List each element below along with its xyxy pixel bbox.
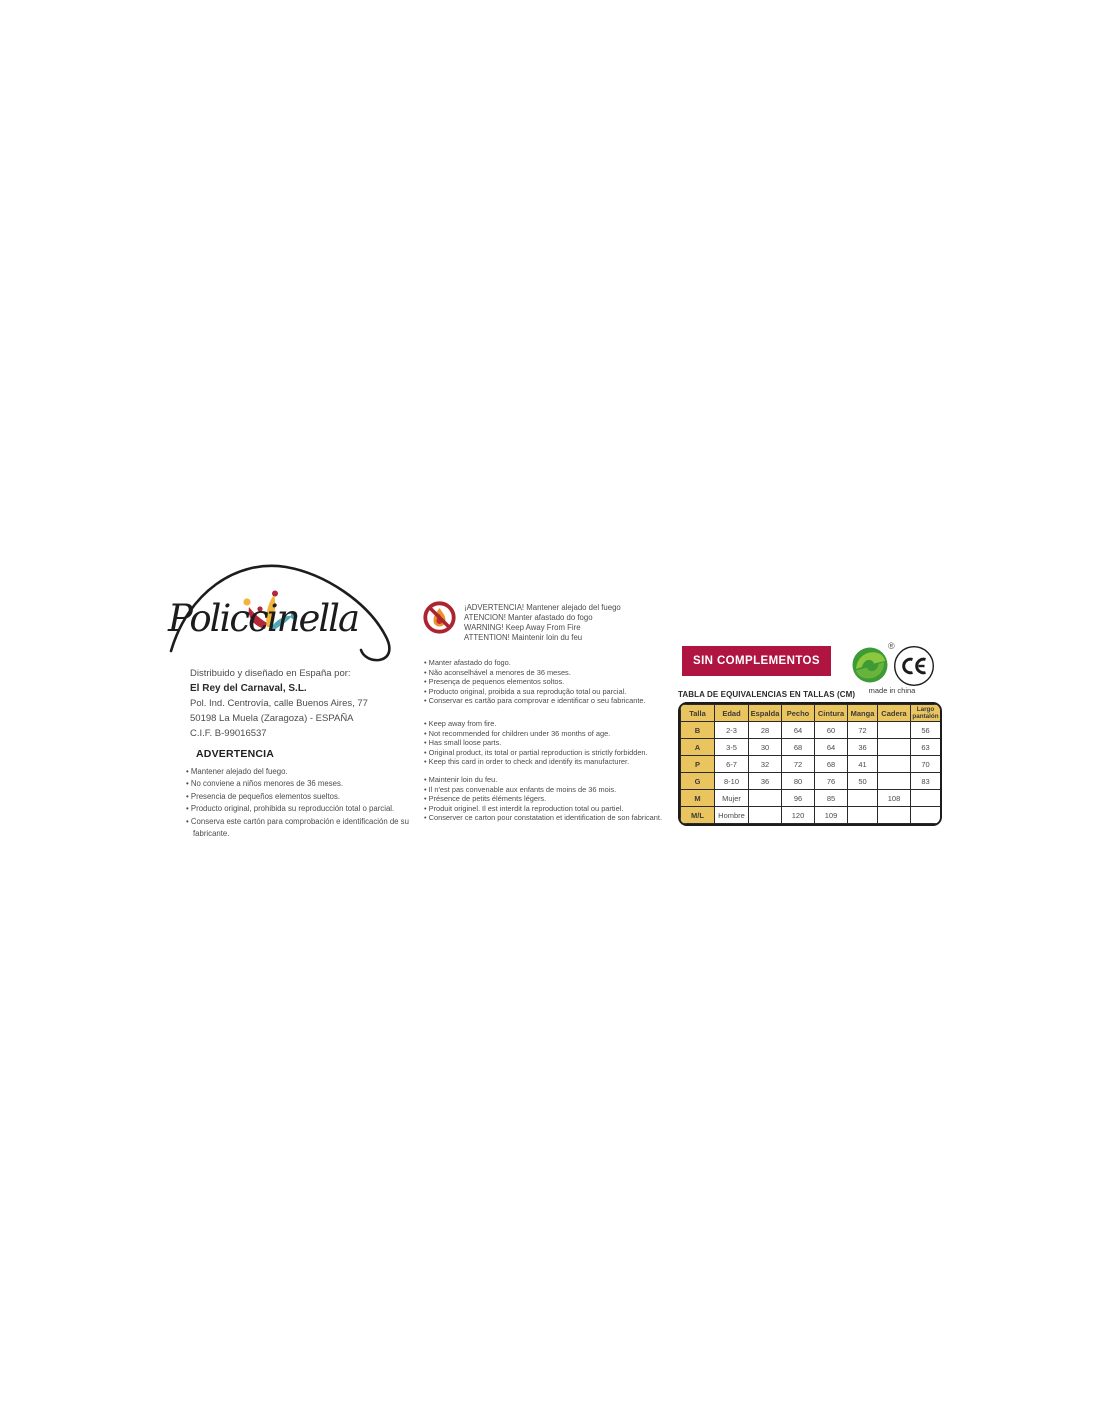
value-cell — [878, 739, 911, 756]
warnings-french — [424, 775, 662, 823]
warning-item-es: • Conserva este cartón para comprobación e identificación de su fabricante. — [186, 816, 418, 841]
value-cell — [749, 807, 782, 824]
value-cell: Hombre — [715, 807, 749, 824]
size-table — [678, 702, 942, 826]
size-table-header-row — [681, 705, 941, 722]
warning-item-pt: • Presença de pequenos elementos soltos. — [424, 677, 662, 687]
size-cell: G — [681, 773, 715, 790]
value-cell: 64 — [815, 739, 848, 756]
table-row — [681, 739, 941, 756]
distributor-intro: Distribuido y diseñado en España por: — [190, 668, 351, 679]
warning-item-fr: • Il n'est pas convenable aux enfants de moins de 36 mois. — [424, 785, 662, 795]
warning-item-es: • Mantener alejado del fuego. — [186, 766, 418, 778]
size-cell: B — [681, 722, 715, 739]
value-cell: 50 — [848, 773, 878, 790]
value-cell — [848, 790, 878, 807]
warning-item-en: • Original product, its total or partial reproduction is strictly forbidden. — [424, 748, 662, 758]
warning-item-fr: • Produit originel. Il est interdit la reproduction total ou partiel. — [424, 804, 662, 814]
column-header: Espalda — [749, 705, 782, 722]
column-header: Manga — [848, 705, 878, 722]
value-cell: 3-5 — [715, 739, 749, 756]
value-cell: 36 — [848, 739, 878, 756]
column-header: Pecho — [782, 705, 815, 722]
warning-item-pt: • Manter afastado do fogo. — [424, 658, 662, 668]
fire-warning-line: WARNING! Keep Away From Fire — [464, 622, 581, 632]
value-cell: 68 — [815, 756, 848, 773]
value-cell: 70 — [911, 756, 941, 773]
fire-warning-line: ATTENTION! Maintenir loin du feu — [464, 632, 583, 642]
value-cell: 60 — [815, 722, 848, 739]
warning-item-en: • Not recommended for children under 36 months of age. — [424, 729, 662, 739]
value-cell: 96 — [782, 790, 815, 807]
value-cell — [848, 807, 878, 824]
column-header: Cadera — [878, 705, 911, 722]
value-cell: 85 — [815, 790, 848, 807]
value-cell: 63 — [911, 739, 941, 756]
brand-name: Policcinella — [168, 597, 359, 640]
warning-item-fr: • Maintenir loin du feu. — [424, 775, 662, 785]
value-cell: 120 — [782, 807, 815, 824]
table-row — [681, 722, 941, 739]
distributor-info — [190, 666, 420, 741]
fire-warning-line: ATENCION! Manter afastado do fogo — [464, 612, 593, 622]
value-cell — [878, 773, 911, 790]
no-open-flame-icon — [423, 601, 456, 634]
value-cell: 72 — [848, 722, 878, 739]
ce-mark-icon — [893, 645, 935, 687]
value-cell: 76 — [815, 773, 848, 790]
table-row — [681, 790, 941, 807]
value-cell: 109 — [815, 807, 848, 824]
value-cell: Mujer — [715, 790, 749, 807]
company-name: El Rey del Carnaval, S.L. — [190, 683, 307, 694]
value-cell — [749, 790, 782, 807]
value-cell: 108 — [878, 790, 911, 807]
value-cell: 32 — [749, 756, 782, 773]
registered-trademark-symbol: ® — [888, 641, 895, 651]
warnings-english — [424, 719, 662, 767]
warning-item-pt: • Producto original, proibida a sua reprodução total ou parcial. — [424, 687, 662, 697]
value-cell — [911, 790, 941, 807]
fire-warning-lines — [464, 603, 664, 643]
size-table-body — [681, 722, 941, 824]
warning-item-es: • Producto original, prohibida su reproducción total o parcial. — [186, 803, 418, 815]
warnings-portuguese — [424, 658, 662, 706]
column-header: Edad — [715, 705, 749, 722]
value-cell: 36 — [749, 773, 782, 790]
warning-item-en: • Keep this card in order to check and identify its manufacturer. — [424, 757, 662, 767]
value-cell: 72 — [782, 756, 815, 773]
value-cell — [878, 756, 911, 773]
value-cell: 30 — [749, 739, 782, 756]
value-cell: 56 — [911, 722, 941, 739]
banner-label: SIN COMPLEMENTOS — [693, 655, 820, 667]
warning-item-fr: • Conserver ce carton pour constatation et identification de son fabricant. — [424, 813, 662, 823]
column-header: Cintura — [815, 705, 848, 722]
advertencia-list — [186, 766, 418, 840]
warning-item-en: • Has small loose parts. — [424, 738, 662, 748]
table-row — [681, 773, 941, 790]
size-cell: A — [681, 739, 715, 756]
column-header: Talla — [681, 705, 715, 722]
value-cell: 28 — [749, 722, 782, 739]
table-row — [681, 807, 941, 824]
value-cell: 83 — [911, 773, 941, 790]
value-cell: 2-3 — [715, 722, 749, 739]
table-row — [681, 756, 941, 773]
brand-logo — [168, 563, 400, 667]
cif-number: C.I.F. B-99016537 — [190, 728, 267, 739]
warning-item-pt: • Não aconselhável a menores de 36 meses. — [424, 668, 662, 678]
value-cell: 41 — [848, 756, 878, 773]
warning-item-en: • Keep away from fire. — [424, 719, 662, 729]
made-in-label: made in china — [868, 686, 916, 695]
value-cell: 6-7 — [715, 756, 749, 773]
value-cell: 64 — [782, 722, 815, 739]
value-cell: 68 — [782, 739, 815, 756]
warning-item-pt: • Conservar es cartão para comprovar e identificar o seu fabricante. — [424, 696, 662, 706]
green-dot-recycling-icon — [851, 641, 899, 687]
warning-item-fr: • Présence de petits éléments légers. — [424, 794, 662, 804]
address-line-2: 50198 La Muela (Zaragoza) - ESPAÑA — [190, 713, 354, 724]
value-cell — [878, 722, 911, 739]
size-cell: M/L — [681, 807, 715, 824]
warning-item-es: • Presencia de pequeños elementos sueltos. — [186, 791, 418, 803]
value-cell — [911, 807, 941, 824]
size-cell: M — [681, 790, 715, 807]
size-cell: P — [681, 756, 715, 773]
advertencia-heading: ADVERTENCIA — [196, 748, 275, 760]
size-table-title: TABLA DE EQUIVALENCIAS EN TALLAS (CM) — [678, 690, 856, 699]
value-cell: 80 — [782, 773, 815, 790]
warning-item-es: • No conviene a niños menores de 36 meses. — [186, 778, 418, 790]
column-header: Largo pantalón — [912, 705, 939, 720]
address-line-1: Pol. Ind. Centrovía, calle Buenos Aires, 77 — [190, 698, 368, 709]
fire-warning-line: ¡ADVERTENCIA! Mantener alejado del fuego — [464, 603, 621, 612]
sin-complementos-banner — [682, 646, 831, 676]
value-cell — [878, 807, 911, 824]
value-cell: 8-10 — [715, 773, 749, 790]
